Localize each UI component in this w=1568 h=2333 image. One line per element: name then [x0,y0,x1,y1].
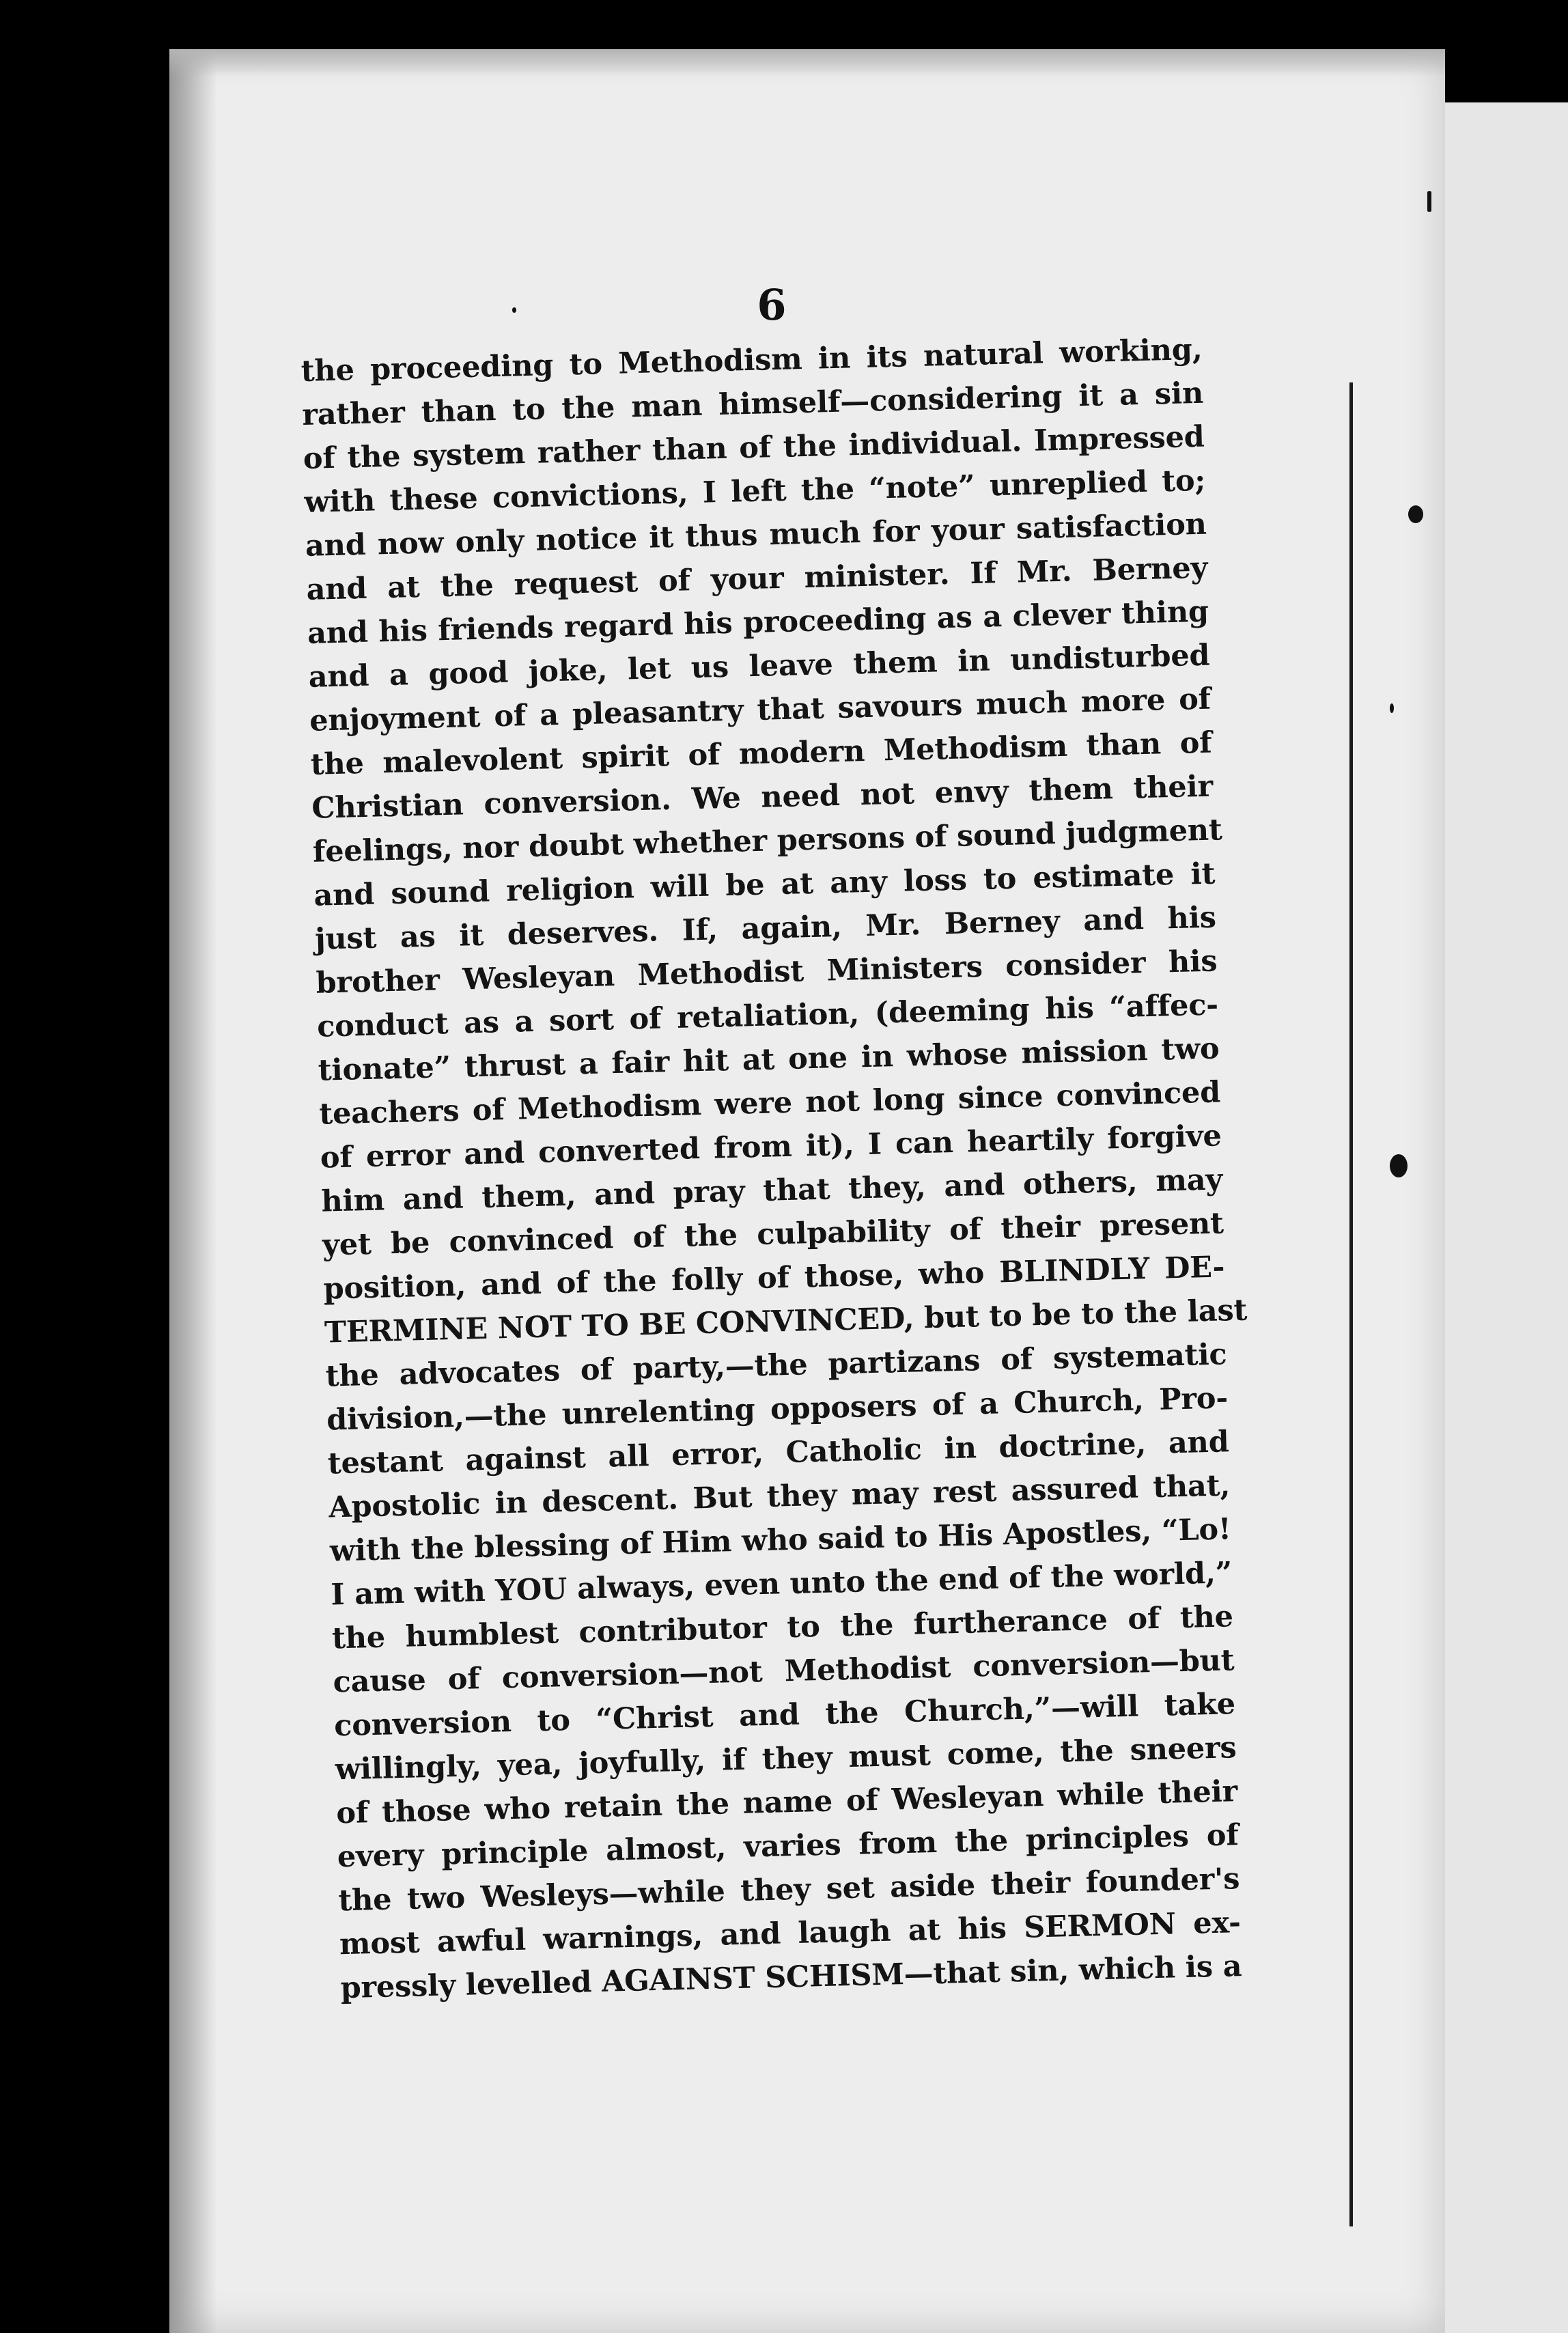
ink-mark [1427,191,1431,212]
text-line: position, and of the folly of those, who BLINDLY DE- [323,1250,1225,1307]
text-line: every principle almost, varies from the principles of [337,1818,1240,1875]
text-line: tionate” thrust a fair hit at one in whose mission two [318,1031,1220,1088]
text-line: the malevolent spirit of modern Methodism than of [310,725,1213,782]
page-fold-line [1349,382,1353,2226]
page-number: 6 [757,280,787,330]
text-line: rather than to the man himself—considering it a sin [301,376,1204,432]
ink-mark [1408,505,1423,523]
text-line: enjoyment of a pleasantry that savours much more of [309,682,1212,738]
text-line: pressly levelled AGAINST SCHISM—that sin, which is a [340,1949,1242,2006]
text-line: willingly, yea, joyfully, if they must come, the sneers [335,1731,1237,1787]
ink-mark [1390,703,1394,713]
text-line: I am with YOU always, even unto the end of the world,” [330,1556,1233,1612]
text-line: teachers of Methodism were not long since convinced [318,1075,1221,1132]
text-line: and at the request of your minister. If Mr. Berney [305,550,1208,607]
text-line: yet be convinced of the culpability of their present [322,1206,1224,1263]
text-line: of the system rather than of the individual. Impressed [303,419,1205,476]
ink-mark [512,307,516,313]
text-line: the proceeding to Methodism in its natural working, [300,332,1203,389]
text-line: of error and converted from it), I can heartily forgive [320,1119,1222,1175]
adjacent-page-edge [1440,102,1568,2333]
text-line: cause of conversion—not Methodist conversion—but [333,1643,1235,1700]
text-line: testant against all error, Catholic in doctrine, and [327,1425,1230,1481]
text-line: of those who retain the name of Wesleyan while their [335,1774,1238,1831]
page-gutter-shadow [169,49,217,2333]
text-line: brother Wesleyan Methodist Ministers consider his [316,944,1218,1001]
text-line: and his friends regard his proceeding as a clever thing [307,594,1209,651]
text-line: Apostolic in descent. But they may rest assured that, [328,1468,1231,1525]
text-line: the two Wesleys—while they set aside their founder's [337,1862,1240,1918]
text-line: with these convictions, I left the “note” unreplied to; [303,463,1206,520]
text-line: conduct as a sort of retaliation, (deeming his “affec- [316,988,1219,1044]
text-line: just as it deserves. If, again, Mr. Berney and his [314,900,1217,957]
text-line: feelings, nor doubt whether persons of sound judgment [312,813,1223,869]
text-line: the advocates of party,—the partizans of systematic [325,1337,1227,1394]
text-line: and sound religion will be at any loss to estimate it [313,856,1216,913]
text-line: him and them, and pray that they, and others, may [320,1162,1223,1219]
text-line: most awful warnings, and laugh at his SERMON ex- [339,1905,1242,1962]
text-line: the humblest contributor to the furtherance of the [331,1599,1234,1656]
text-line: Christian conversion. We need not envy them their [311,769,1214,826]
text-line: with the blessing of Him who said to His Apostles, “Lo! [329,1512,1232,1569]
text-line: and now only notice it thus much for your satisfaction [305,507,1207,563]
text-line: division,—the unrelenting opposers of a Church, Pro- [326,1381,1229,1438]
text-line: TERMINE NOT TO BE CONVINCED, but to be to the last [324,1293,1248,1350]
text-line: and a good joke, let us leave them in undisturbed [308,638,1210,695]
ink-mark [1390,1154,1408,1177]
text-line: conversion to “Christ and the Church,”—will take [333,1687,1236,1744]
page-top-shadow [169,49,1445,76]
page-body-text [300,328,1248,2011]
